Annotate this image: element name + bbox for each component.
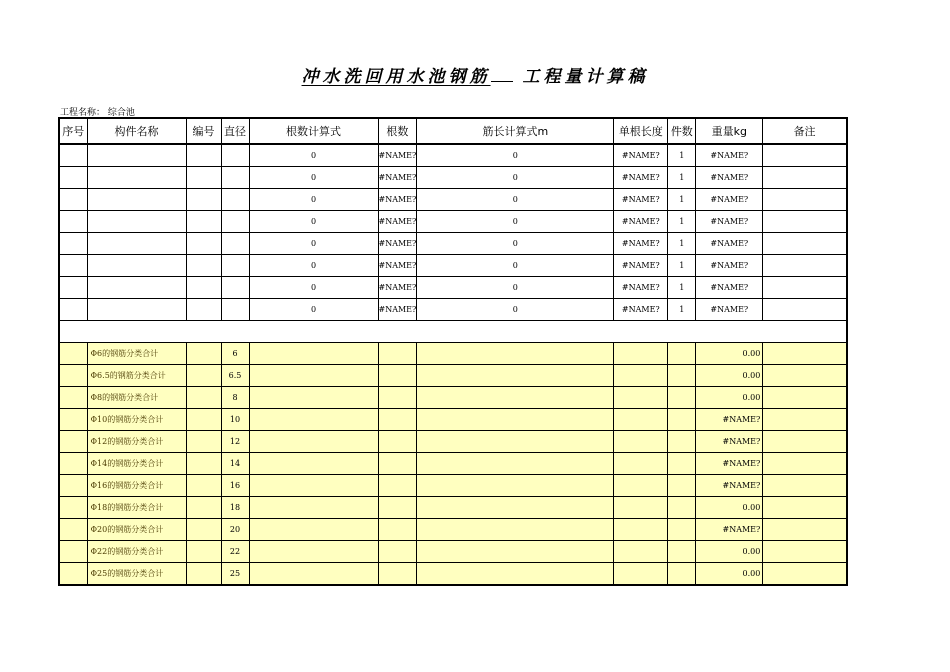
cell-col-seq[interactable] [59, 144, 87, 167]
summary-cell-col-count-formula[interactable] [249, 541, 378, 563]
table-row [59, 277, 847, 299]
summary-cell-col-diameter[interactable]: 14 [221, 453, 249, 475]
cell-col-code[interactable] [186, 233, 221, 255]
summary-cell-col-component-name[interactable]: Φ6的钢筋分类合计 [87, 343, 186, 365]
summary-cell-col-count[interactable] [378, 431, 417, 453]
summary-cell-col-count-formula[interactable] [249, 343, 378, 365]
summary-cell-col-component-name[interactable]: Φ25的钢筋分类合计 [87, 563, 186, 586]
summary-cell-col-seq[interactable] [59, 475, 87, 497]
cell-col-pieces[interactable]: 1 [668, 167, 696, 189]
summary-cell-col-pieces[interactable] [668, 519, 696, 541]
cell-col-single-length[interactable]: #NAME? [614, 211, 668, 233]
cell-col-length-formula[interactable]: 0 [417, 233, 614, 255]
summary-cell-col-code[interactable] [186, 497, 221, 519]
cell-col-weight[interactable]: #NAME? [696, 255, 763, 277]
table-row [59, 189, 847, 211]
summary-cell-col-code[interactable] [186, 365, 221, 387]
summary-cell-col-pieces[interactable] [668, 453, 696, 475]
summary-cell-col-weight[interactable]: 0.00 [696, 343, 763, 365]
summary-cell-col-weight[interactable]: #NAME? [696, 519, 763, 541]
summary-row [59, 343, 847, 365]
summary-cell-col-seq[interactable] [59, 453, 87, 475]
summary-cell-col-diameter[interactable]: 25 [221, 563, 249, 586]
summary-cell-col-code[interactable] [186, 453, 221, 475]
summary-cell-col-length-formula[interactable] [417, 497, 614, 519]
summary-cell-col-single-length[interactable] [614, 431, 668, 453]
summary-cell-col-count-formula[interactable] [249, 563, 378, 586]
summary-cell-col-count-formula[interactable] [249, 497, 378, 519]
summary-cell-col-diameter[interactable]: 6.5 [221, 365, 249, 387]
summary-cell-col-component-name[interactable]: Φ12的钢筋分类合计 [87, 431, 186, 453]
summary-cell-col-count[interactable] [378, 475, 417, 497]
cell-col-count-formula[interactable]: 0 [249, 167, 378, 189]
cell-col-weight[interactable]: #NAME? [696, 299, 763, 321]
summary-cell-col-diameter[interactable]: 8 [221, 387, 249, 409]
summary-cell-col-single-length[interactable] [614, 563, 668, 586]
summary-cell-col-length-formula[interactable] [417, 541, 614, 563]
cell-col-count[interactable]: #NAME? [378, 167, 417, 189]
cell-col-length-formula[interactable]: 0 [417, 277, 614, 299]
summary-cell-col-seq[interactable] [59, 497, 87, 519]
summary-cell-col-component-name[interactable]: Φ8的钢筋分类合计 [87, 387, 186, 409]
summary-cell-col-weight[interactable]: #NAME? [696, 409, 763, 431]
cell-col-single-length[interactable]: #NAME? [614, 299, 668, 321]
summary-cell-col-remarks[interactable] [763, 365, 847, 387]
summary-cell-col-component-name[interactable]: Φ14的钢筋分类合计 [87, 453, 186, 475]
cell-col-remarks[interactable] [763, 144, 847, 167]
summary-cell-col-remarks[interactable] [763, 343, 847, 365]
summary-cell-col-length-formula[interactable] [417, 475, 614, 497]
cell-col-remarks[interactable] [763, 211, 847, 233]
cell-col-length-formula[interactable]: 0 [417, 167, 614, 189]
cell-col-weight[interactable]: #NAME? [696, 167, 763, 189]
summary-cell-col-seq[interactable] [59, 519, 87, 541]
cell-col-diameter[interactable] [221, 189, 249, 211]
summary-cell-col-count[interactable] [378, 541, 417, 563]
cell-col-length-formula[interactable]: 0 [417, 255, 614, 277]
table-row [59, 233, 847, 255]
cell-col-pieces[interactable]: 1 [668, 255, 696, 277]
summary-cell-col-count-formula[interactable] [249, 365, 378, 387]
summary-cell-col-length-formula[interactable] [417, 365, 614, 387]
summary-cell-col-count-formula[interactable] [249, 431, 378, 453]
page-title [0, 62, 950, 87]
summary-cell-col-component-name[interactable]: Φ10的钢筋分类合计 [87, 409, 186, 431]
title-part-2: 工程量计算稿 [522, 67, 649, 87]
cell-col-length-formula[interactable]: 0 [417, 144, 614, 167]
summary-cell-col-code[interactable] [186, 563, 221, 586]
summary-row [59, 453, 847, 475]
summary-cell-col-pieces[interactable] [668, 409, 696, 431]
summary-cell-col-count[interactable] [378, 453, 417, 475]
cell-col-diameter[interactable] [221, 233, 249, 255]
title-underline-gap [491, 69, 513, 82]
header-col-component-name: 构件名称 [87, 118, 186, 144]
summary-cell-col-length-formula[interactable] [417, 563, 614, 586]
cell-col-length-formula[interactable]: 0 [417, 189, 614, 211]
summary-cell-col-single-length[interactable] [614, 409, 668, 431]
header-col-weight: 重量kg [696, 118, 763, 144]
summary-cell-col-code[interactable] [186, 409, 221, 431]
cell-col-count-formula[interactable]: 0 [249, 144, 378, 167]
summary-row [59, 365, 847, 387]
header-col-single-length: 单根长度 [614, 118, 668, 144]
summary-row [59, 387, 847, 409]
summary-row [59, 475, 847, 497]
summary-cell-col-single-length[interactable] [614, 541, 668, 563]
cell-col-component-name[interactable] [87, 167, 186, 189]
summary-cell-col-count[interactable] [378, 387, 417, 409]
summary-cell-col-count[interactable] [378, 497, 417, 519]
cell-col-code[interactable] [186, 144, 221, 167]
summary-cell-col-component-name[interactable]: Φ6.5的钢筋分类合计 [87, 365, 186, 387]
cell-col-pieces[interactable]: 1 [668, 277, 696, 299]
summary-cell-col-single-length[interactable] [614, 475, 668, 497]
table-row [59, 167, 847, 189]
cell-col-diameter[interactable] [221, 144, 249, 167]
summary-cell-col-diameter[interactable]: 16 [221, 475, 249, 497]
summary-row [59, 519, 847, 541]
summary-cell-col-code[interactable] [186, 541, 221, 563]
cell-col-single-length[interactable]: #NAME? [614, 255, 668, 277]
cell-col-diameter[interactable] [221, 211, 249, 233]
summary-cell-col-seq[interactable] [59, 343, 87, 365]
cell-col-count[interactable]: #NAME? [378, 277, 417, 299]
summary-cell-col-seq[interactable] [59, 387, 87, 409]
summary-cell-col-count-formula[interactable] [249, 387, 378, 409]
summary-cell-col-count[interactable] [378, 409, 417, 431]
summary-cell-col-single-length[interactable] [614, 365, 668, 387]
cell-col-component-name[interactable] [87, 144, 186, 167]
cell-col-diameter[interactable] [221, 255, 249, 277]
summary-cell-col-component-name[interactable]: Φ16的钢筋分类合计 [87, 475, 186, 497]
cell-col-weight[interactable]: #NAME? [696, 233, 763, 255]
cell-col-pieces[interactable]: 1 [668, 189, 696, 211]
cell-col-seq[interactable] [59, 233, 87, 255]
cell-col-code[interactable] [186, 211, 221, 233]
summary-cell-col-count[interactable] [378, 365, 417, 387]
summary-cell-col-count[interactable] [378, 519, 417, 541]
summary-cell-col-code[interactable] [186, 387, 221, 409]
summary-cell-col-pieces[interactable] [668, 563, 696, 586]
summary-cell-col-weight[interactable]: 0.00 [696, 563, 763, 586]
cell-col-code[interactable] [186, 189, 221, 211]
cell-col-count[interactable]: #NAME? [378, 233, 417, 255]
table-row [59, 144, 847, 167]
header-col-length-formula: 筋长计算式m [417, 118, 614, 144]
project-label: 工程名称： [60, 108, 106, 118]
rebar-calc-table [58, 117, 848, 586]
cell-col-seq[interactable] [59, 277, 87, 299]
cell-col-component-name[interactable] [87, 255, 186, 277]
summary-cell-col-weight[interactable]: #NAME? [696, 431, 763, 453]
summary-cell-col-seq[interactable] [59, 365, 87, 387]
cell-col-count-formula[interactable]: 0 [249, 299, 378, 321]
summary-cell-col-weight[interactable]: 0.00 [696, 387, 763, 409]
summary-cell-col-diameter[interactable]: 22 [221, 541, 249, 563]
cell-col-single-length[interactable]: #NAME? [614, 167, 668, 189]
summary-cell-col-count-formula[interactable] [249, 409, 378, 431]
summary-cell-col-remarks[interactable] [763, 409, 847, 431]
blank-row [59, 321, 847, 343]
cell-col-remarks[interactable] [763, 277, 847, 299]
summary-cell-col-length-formula[interactable] [417, 431, 614, 453]
summary-cell-col-diameter[interactable]: 6 [221, 343, 249, 365]
summary-row [59, 409, 847, 431]
summary-cell-col-single-length[interactable] [614, 519, 668, 541]
cell-col-count[interactable]: #NAME? [378, 299, 417, 321]
header-col-pieces: 件数 [668, 118, 696, 144]
summary-cell-col-seq[interactable] [59, 541, 87, 563]
summary-cell-col-single-length[interactable] [614, 343, 668, 365]
summary-cell-col-count-formula[interactable] [249, 519, 378, 541]
cell-col-single-length[interactable]: #NAME? [614, 233, 668, 255]
cell-col-remarks[interactable] [763, 255, 847, 277]
header-col-count: 根数 [378, 118, 417, 144]
summary-cell-col-weight[interactable]: #NAME? [696, 453, 763, 475]
cell-col-component-name[interactable] [87, 299, 186, 321]
summary-cell-col-component-name[interactable]: Φ20的钢筋分类合计 [87, 519, 186, 541]
cell-col-weight[interactable]: #NAME? [696, 277, 763, 299]
summary-cell-col-code[interactable] [186, 475, 221, 497]
project-value: 综合池 [107, 108, 135, 118]
table-row [59, 211, 847, 233]
cell-col-diameter[interactable] [221, 277, 249, 299]
cell-col-remarks[interactable] [763, 167, 847, 189]
summary-cell-col-remarks[interactable] [763, 541, 847, 563]
cell-col-count[interactable]: #NAME? [378, 144, 417, 167]
summary-cell-col-seq[interactable] [59, 409, 87, 431]
summary-cell-col-single-length[interactable] [614, 497, 668, 519]
summary-row [59, 497, 847, 519]
cell-col-seq[interactable] [59, 189, 87, 211]
header-col-remarks: 备注 [763, 118, 847, 144]
summary-cell-col-count-formula[interactable] [249, 453, 378, 475]
summary-row [59, 541, 847, 563]
cell-col-weight[interactable]: #NAME? [696, 211, 763, 233]
summary-cell-col-component-name[interactable]: Φ22的钢筋分类合计 [87, 541, 186, 563]
summary-row [59, 563, 847, 586]
summary-cell-col-seq[interactable] [59, 563, 87, 586]
summary-cell-col-code[interactable] [186, 343, 221, 365]
summary-cell-col-weight[interactable]: #NAME? [696, 475, 763, 497]
cell-col-code[interactable] [186, 277, 221, 299]
summary-cell-col-count[interactable] [378, 343, 417, 365]
title-part-1: 冲水洗回用水池钢筋 [301, 67, 491, 87]
summary-cell-col-remarks[interactable] [763, 519, 847, 541]
cell-col-count-formula[interactable]: 0 [249, 189, 378, 211]
summary-cell-col-length-formula[interactable] [417, 519, 614, 541]
summary-cell-col-code[interactable] [186, 431, 221, 453]
cell-col-code[interactable] [186, 299, 221, 321]
table-row [59, 299, 847, 321]
cell-col-count-formula[interactable]: 0 [249, 255, 378, 277]
summary-cell-col-weight[interactable]: 0.00 [696, 497, 763, 519]
cell-col-weight[interactable]: #NAME? [696, 189, 763, 211]
summary-cell-col-code[interactable] [186, 519, 221, 541]
cell-col-length-formula[interactable]: 0 [417, 299, 614, 321]
cell-col-seq[interactable] [59, 167, 87, 189]
cell-col-component-name[interactable] [87, 211, 186, 233]
header-col-count-formula: 根数计算式 [249, 118, 378, 144]
cell-col-count[interactable]: #NAME? [378, 189, 417, 211]
header-col-code: 编号 [186, 118, 221, 144]
summary-cell-col-length-formula[interactable] [417, 409, 614, 431]
cell-col-code[interactable] [186, 167, 221, 189]
summary-cell-col-pieces[interactable] [668, 497, 696, 519]
summary-cell-col-remarks[interactable] [763, 563, 847, 586]
cell-col-pieces[interactable]: 1 [668, 144, 696, 167]
cell-col-remarks[interactable] [763, 189, 847, 211]
cell-col-length-formula[interactable]: 0 [417, 211, 614, 233]
summary-row [59, 431, 847, 453]
cell-col-diameter[interactable] [221, 299, 249, 321]
header-col-seq: 序号 [59, 118, 87, 144]
summary-cell-col-diameter[interactable]: 20 [221, 519, 249, 541]
summary-cell-col-pieces[interactable] [668, 343, 696, 365]
cell-col-count[interactable]: #NAME? [378, 255, 417, 277]
summary-cell-col-pieces[interactable] [668, 541, 696, 563]
cell-col-count[interactable]: #NAME? [378, 211, 417, 233]
summary-cell-col-remarks[interactable] [763, 497, 847, 519]
summary-cell-col-remarks[interactable] [763, 475, 847, 497]
cell-col-count-formula[interactable]: 0 [249, 211, 378, 233]
summary-cell-col-weight[interactable]: 0.00 [696, 541, 763, 563]
cell-col-remarks[interactable] [763, 299, 847, 321]
cell-col-remarks[interactable] [763, 233, 847, 255]
cell-col-component-name[interactable] [87, 277, 186, 299]
summary-cell-col-pieces[interactable] [668, 475, 696, 497]
summary-cell-col-seq[interactable] [59, 431, 87, 453]
summary-cell-col-diameter[interactable]: 12 [221, 431, 249, 453]
cell-col-single-length[interactable]: #NAME? [614, 277, 668, 299]
cell-col-seq[interactable] [59, 255, 87, 277]
summary-cell-col-length-formula[interactable] [417, 343, 614, 365]
summary-cell-col-remarks[interactable] [763, 387, 847, 409]
summary-cell-col-count[interactable] [378, 563, 417, 586]
summary-cell-col-component-name[interactable]: Φ18的钢筋分类合计 [87, 497, 186, 519]
summary-cell-col-length-formula[interactable] [417, 453, 614, 475]
blank-cell [59, 321, 847, 343]
header-row [59, 118, 847, 144]
summary-cell-col-weight[interactable]: 0.00 [696, 365, 763, 387]
summary-cell-col-pieces[interactable] [668, 431, 696, 453]
cell-col-count-formula[interactable]: 0 [249, 277, 378, 299]
cell-col-count-formula[interactable]: 0 [249, 233, 378, 255]
cell-col-diameter[interactable] [221, 167, 249, 189]
cell-col-component-name[interactable] [87, 233, 186, 255]
header-col-diameter: 直径 [221, 118, 249, 144]
summary-cell-col-single-length[interactable] [614, 387, 668, 409]
cell-col-single-length[interactable]: #NAME? [614, 144, 668, 167]
cell-col-pieces[interactable]: 1 [668, 233, 696, 255]
cell-col-seq[interactable] [59, 211, 87, 233]
summary-cell-col-single-length[interactable] [614, 453, 668, 475]
summary-cell-col-count-formula[interactable] [249, 475, 378, 497]
summary-cell-col-pieces[interactable] [668, 365, 696, 387]
cell-col-code[interactable] [186, 255, 221, 277]
cell-col-pieces[interactable]: 1 [668, 211, 696, 233]
cell-col-pieces[interactable]: 1 [668, 299, 696, 321]
table-row [59, 255, 847, 277]
summary-cell-col-remarks[interactable] [763, 453, 847, 475]
cell-col-component-name[interactable] [87, 189, 186, 211]
cell-col-weight[interactable]: #NAME? [696, 144, 763, 167]
cell-col-seq[interactable] [59, 299, 87, 321]
cell-col-single-length[interactable]: #NAME? [614, 189, 668, 211]
summary-cell-col-length-formula[interactable] [417, 387, 614, 409]
summary-cell-col-remarks[interactable] [763, 431, 847, 453]
summary-cell-col-diameter[interactable]: 18 [221, 497, 249, 519]
summary-cell-col-pieces[interactable] [668, 387, 696, 409]
summary-cell-col-diameter[interactable]: 10 [221, 409, 249, 431]
